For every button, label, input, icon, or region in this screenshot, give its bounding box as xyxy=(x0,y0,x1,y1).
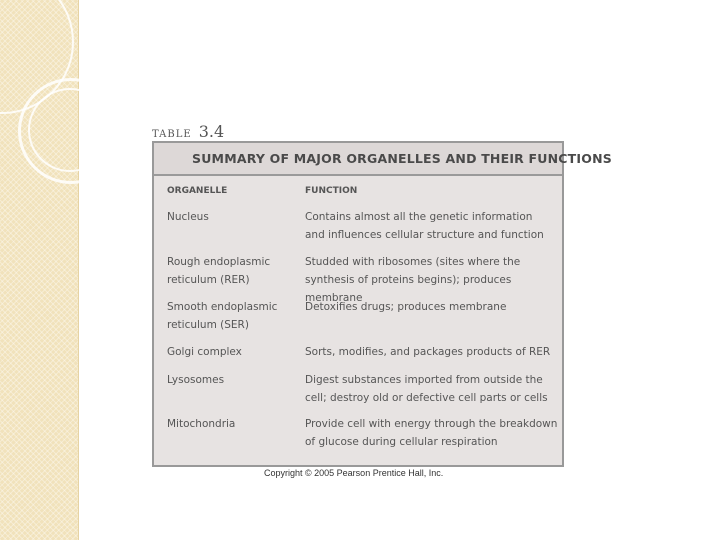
organelle-cell: Smooth endoplasmic reticulum (SER) xyxy=(167,301,278,331)
function-cell: Studded with ribosomes (sites where the synthesis of proteins begins); produces membrane xyxy=(305,256,521,304)
organelle-cell: Lysosomes xyxy=(167,374,225,386)
function-cell: Detoxifies drugs; produces membrane xyxy=(305,301,507,313)
organelle-cell: Nucleus xyxy=(167,211,209,223)
function-cell: Sorts, modifies, and packages products of RER xyxy=(305,346,551,358)
organelle-cell: Mitochondria xyxy=(167,418,236,430)
function-cell: Contains almost all the genetic information and influences cellular structure and function xyxy=(305,211,544,241)
organelle-cell: Golgi complex xyxy=(167,346,242,358)
copyright-notice: Copyright © 2005 Pearson Prentice Hall, Inc. xyxy=(264,468,444,478)
table-label xyxy=(152,122,224,141)
function-cell: Digest substances imported from outside the cell; destroy old or defective cell parts or cells xyxy=(305,374,548,404)
organelle-table xyxy=(152,141,612,467)
table-title: SUMMARY OF MAJOR ORGANELLES AND THEIR FUNCTIONS xyxy=(154,143,562,176)
decorative-ring xyxy=(28,88,112,172)
table-label-number: 3.4 xyxy=(198,122,225,141)
column-header-organelle: ORGANELLE xyxy=(167,186,228,196)
organelle-cell: Rough endoplasmic reticulum (RER) xyxy=(167,256,271,286)
column-header-function: FUNCTION xyxy=(305,186,358,196)
table-label-word: TABLE xyxy=(152,129,192,140)
function-cell: Provide cell with energy through the breakdown of glucose during cellular respiration xyxy=(305,418,558,448)
decorative-side-strip xyxy=(0,0,79,540)
